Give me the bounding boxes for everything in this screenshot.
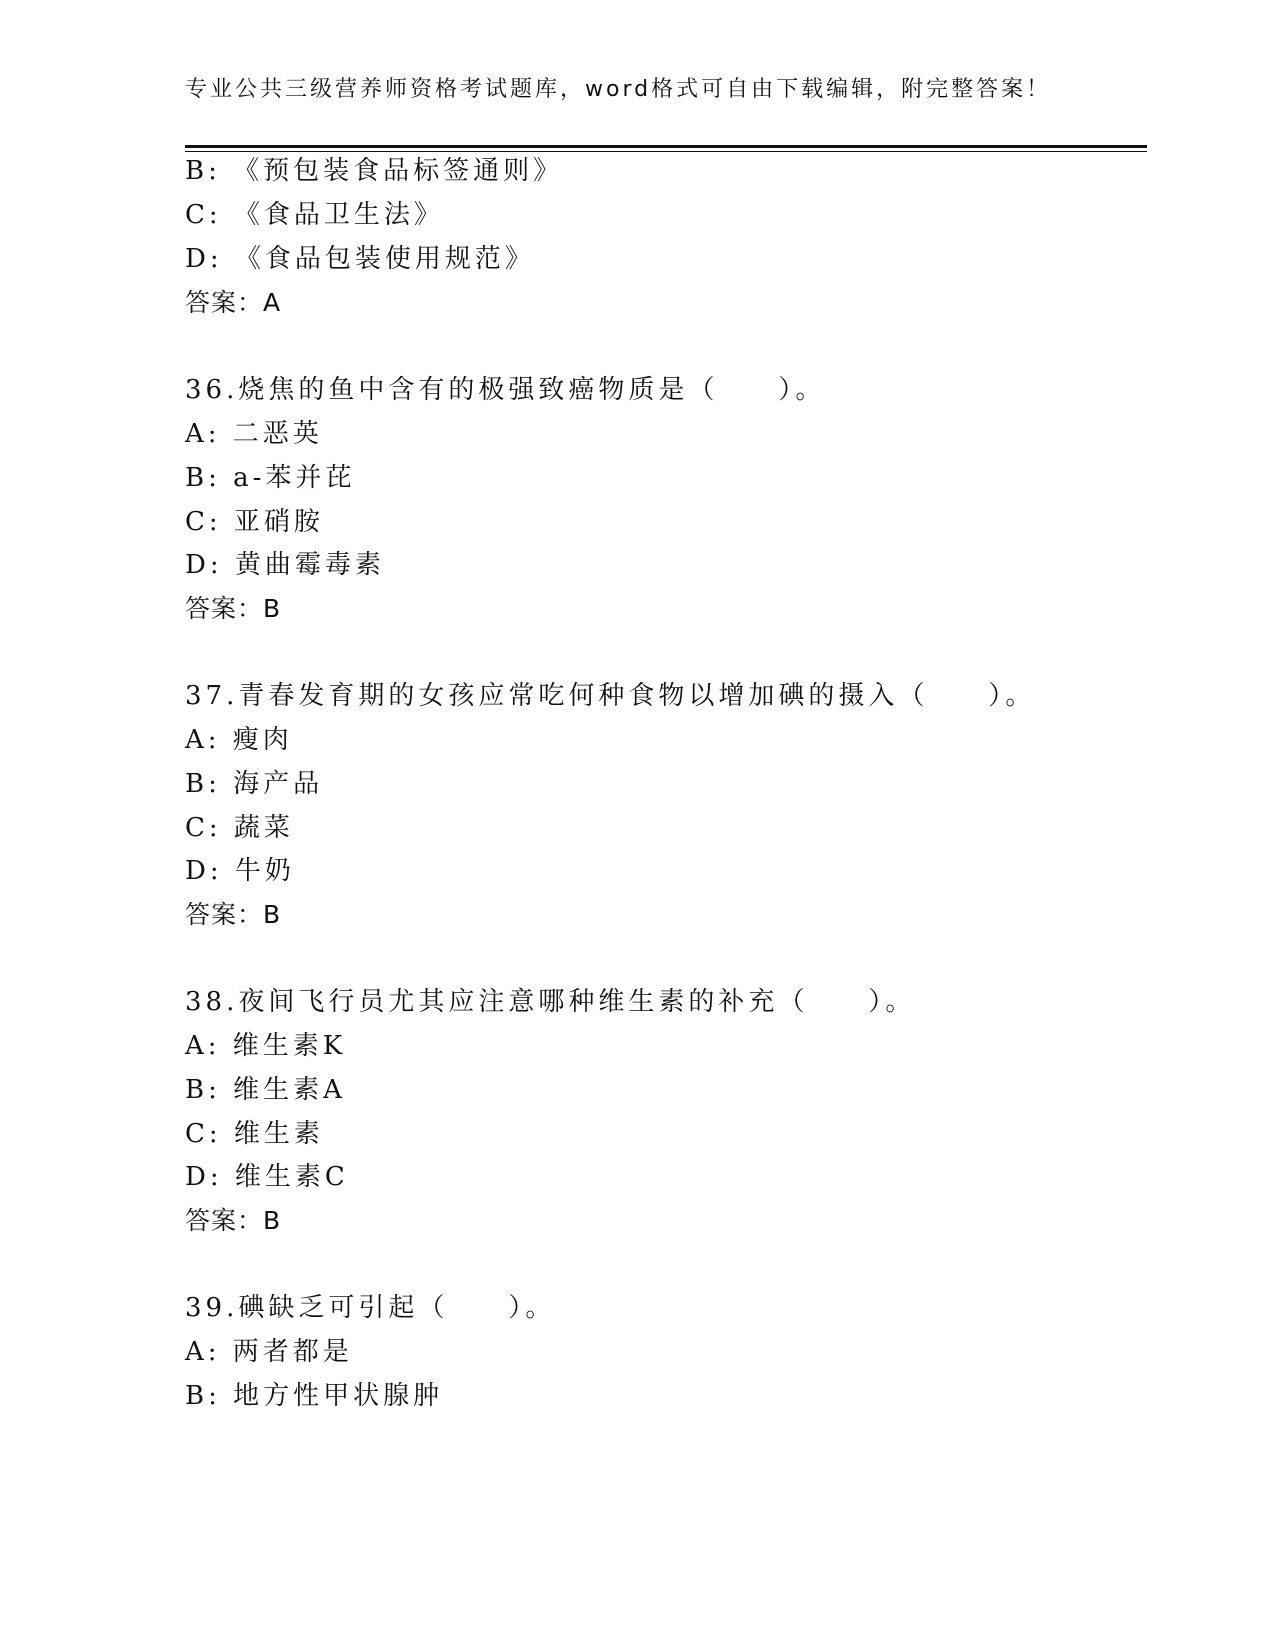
q36-option-b: B: a-苯并芘 <box>185 463 356 493</box>
q38-answer: 答案：B <box>185 1206 282 1235</box>
q36-stem: 36.烧焦的鱼中含有的极强致癌物质是（ ）。 <box>185 375 826 405</box>
q36-option-c: C: 亚硝胺 <box>185 507 324 537</box>
q36-option-a: A: 二恶英 <box>185 419 323 449</box>
q35-option-b: B: 《预包装食品标签通则》 <box>185 156 564 186</box>
q37-stem: 37.青春发育期的女孩应常吃何种食物以增加碘的摄入（ ）。 <box>185 681 1036 711</box>
q39-option-a: A: 两者都是 <box>185 1337 353 1367</box>
q39-stem: 39.碘缺乏可引起（ ）。 <box>185 1293 556 1323</box>
q38-option-b: B: 维生素A <box>185 1075 346 1105</box>
q37-answer: 答案：B <box>185 900 282 929</box>
q35-option-c: C: 《食品卫生法》 <box>185 200 444 230</box>
header-divider-thick <box>185 145 1147 148</box>
page-header: 专业公共三级营养师资格考试题库，word格式可自由下载编辑，附完整答案！ <box>185 77 1052 102</box>
q35-option-d: D: 《食品包装使用规范》 <box>185 244 535 274</box>
q37-option-b: B: 海产品 <box>185 769 324 799</box>
q38-option-d: D: 维生素C <box>185 1162 349 1192</box>
q38-stem: 38.夜间飞行员尤其应注意哪种维生素的补充（ ）。 <box>185 987 916 1017</box>
q35-answer: 答案：A <box>185 288 282 317</box>
q38-option-c: C: 维生素 <box>185 1119 324 1149</box>
q37-option-a: A: 瘦肉 <box>185 725 293 755</box>
q36-answer: 答案：B <box>185 594 282 623</box>
q37-option-d: D: 牛奶 <box>185 856 295 886</box>
q38-option-a: A: 维生素K <box>185 1031 347 1061</box>
header-divider-thin <box>185 151 1147 152</box>
q36-option-d: D: 黄曲霉毒素 <box>185 550 385 580</box>
q37-option-c: C: 蔬菜 <box>185 813 294 843</box>
q39-option-b: B: 地方性甲状腺肿 <box>185 1381 444 1411</box>
